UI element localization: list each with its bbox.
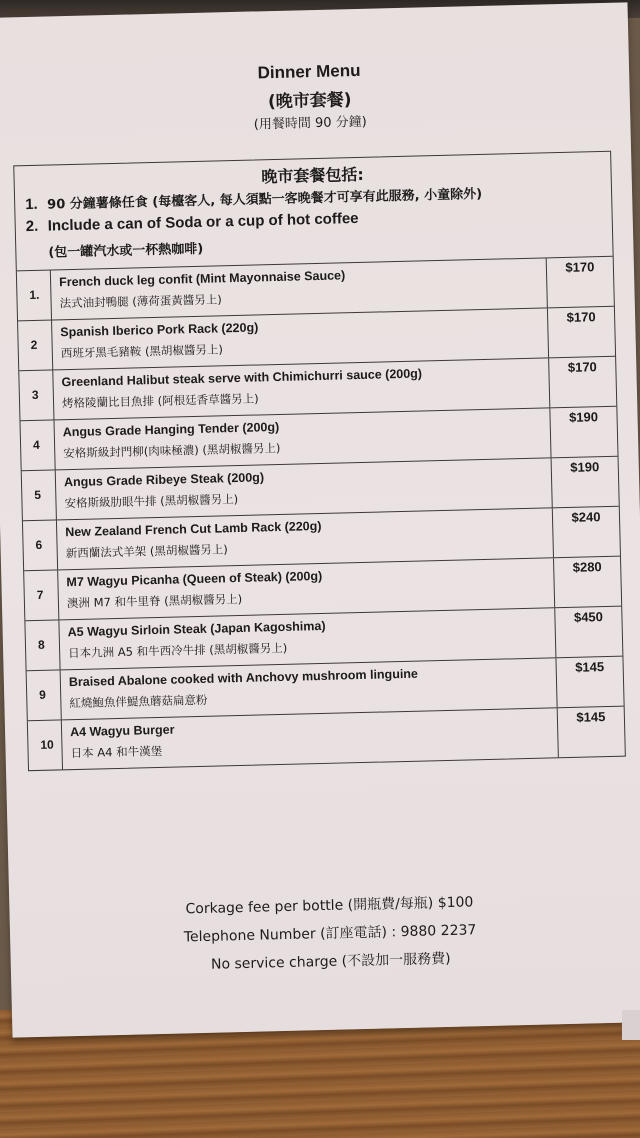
item-name-chinese: 安格斯級肋眼牛排 (黑胡椒醬另上): [64, 491, 239, 511]
corkage-fee: Corkage fee per bottle (開瓶費/每瓶) $100: [185, 894, 474, 918]
item-name-chinese: 安格斯級封門柳(肉味極濃) (黑胡椒醬另上): [63, 440, 281, 461]
item-number: 9: [27, 670, 62, 720]
item-name-chinese: 澳洲 M7 和牛里脊 (黑胡椒醬另上): [66, 591, 243, 611]
item-price: $280: [572, 559, 602, 575]
item-price: $170: [567, 359, 597, 375]
item-price: $190: [570, 459, 600, 475]
include-number: 2.: [25, 217, 39, 236]
sheet-corner: [622, 1010, 640, 1040]
item-name-chinese: 西班牙黑毛豬鞍 (黑胡椒醬另上): [60, 342, 224, 361]
service-charge-note: No service charge (不設加一服務費): [210, 950, 451, 973]
telephone-number: Telephone Number (訂座電話) : 9880 2237: [183, 922, 477, 946]
item-name-english: French duck leg confit (Mint Mayonnaise Sauce): [58, 268, 346, 290]
item-name-chinese: 法式油封鴨腿 (薄荷蛋黃醬另上): [59, 292, 222, 311]
item-name-chinese: 新西蘭法式羊架 (黑胡椒醬另上): [65, 542, 228, 561]
set-includes: [14, 152, 612, 272]
dining-time-note: (用餐時間 90 分鐘): [253, 114, 367, 133]
item-name-chinese: 烤格陵蘭比目魚排 (阿根廷香草醬另上): [61, 391, 259, 411]
item-number: 8: [25, 620, 60, 670]
item-name-english: Angus Grade Hanging Tender (200g): [62, 419, 280, 440]
item-name-english: Spanish Iberico Pork Rack (220g): [60, 320, 259, 340]
item-name-english: New Zealand French Cut Lamb Rack (220g): [65, 518, 322, 540]
menu-title: Dinner Menu: [257, 60, 361, 83]
item-number: 7: [24, 570, 59, 620]
menu-header: [0, 54, 630, 142]
item-number: 3: [19, 370, 54, 420]
item-price: $170: [565, 259, 595, 275]
item-number: 5: [22, 470, 57, 520]
item-name-english: Greenland Halibut steak serve with Chimichurri sauce (200g): [61, 366, 423, 390]
item-price: $240: [571, 509, 601, 525]
include-text: Include a can of Soda or a cup of hot coffee: [47, 209, 359, 235]
item-number: 2: [18, 320, 53, 370]
include-text: 90 分鐘薯條任食 (每檯客人, 每人須點一客晚餐才可享有此服務, 小童除外): [47, 186, 483, 213]
item-price: $170: [566, 309, 596, 325]
item-number: 10: [28, 720, 63, 770]
item-name-chinese: 日本 A4 和牛漢堡: [70, 743, 163, 761]
item-number: 6: [23, 520, 58, 570]
include-number: 1.: [24, 195, 38, 214]
item-name-english: Braised Abalone cooked with Anchovy mushroom linguine: [68, 666, 419, 690]
menu-table: [13, 151, 626, 771]
includes-heading: 晚市套餐包括:: [261, 164, 365, 187]
item-price: $190: [568, 409, 599, 425]
item-name-chinese: 日本九洲 A5 和牛西冷牛排 (黑胡椒醬另上): [68, 640, 288, 661]
menu-footer: [9, 887, 640, 987]
item-name-chinese: 紅燒鮑魚伴鯷魚蘑菇扁意粉: [69, 692, 208, 711]
item-price: $145: [576, 709, 606, 725]
menu-sheet: [0, 2, 640, 1037]
include-text-chinese: (包一罐汽水或一杯熱咖啡): [48, 241, 204, 261]
item-name-english: A4 Wagyu Burger: [69, 722, 175, 740]
item-name-english: A5 Wagyu Sirloin Steak (Japan Kagoshima): [67, 618, 326, 640]
menu-title-chinese: (晚市套餐): [267, 90, 352, 113]
item-name-english: M7 Wagyu Picanha (Queen of Steak) (200g): [66, 568, 323, 590]
item-number: 1.: [17, 271, 52, 321]
item-price: $450: [573, 609, 604, 625]
item-number: 4: [20, 420, 55, 470]
item-price: $145: [575, 659, 605, 675]
item-name-english: Angus Grade Ribeye Steak (200g): [63, 470, 265, 490]
